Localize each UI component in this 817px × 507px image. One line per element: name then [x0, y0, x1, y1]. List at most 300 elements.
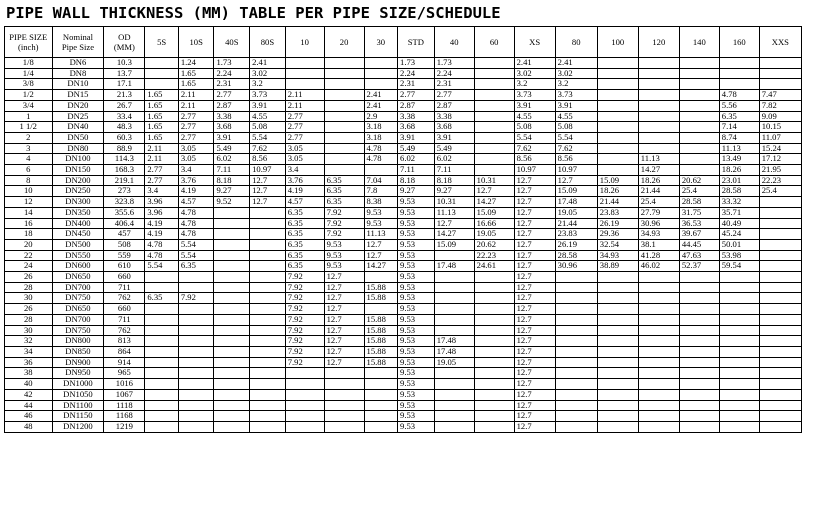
table-cell	[214, 368, 250, 379]
table-cell: 23.83	[597, 207, 638, 218]
table-cell	[145, 325, 178, 336]
table-cell	[474, 421, 514, 432]
table-cell	[250, 272, 286, 283]
table-cell	[250, 229, 286, 240]
table-cell: 114.3	[104, 154, 145, 165]
table-cell	[679, 293, 719, 304]
table-cell	[364, 411, 397, 422]
table-cell: 1	[5, 111, 53, 122]
table-cell: 15.88	[364, 357, 397, 368]
table-cell: 4.19	[145, 218, 178, 229]
table-cell: 28.58	[679, 197, 719, 208]
table-cell: 32.54	[597, 239, 638, 250]
table-cell: 22.23	[474, 250, 514, 261]
table-cell: 9.09	[759, 111, 801, 122]
table-cell: 16.66	[474, 218, 514, 229]
table-cell	[719, 304, 759, 315]
table-cell: DN8	[52, 68, 104, 79]
table-cell	[474, 304, 514, 315]
table-cell: 33.32	[719, 197, 759, 208]
column-header	[398, 27, 435, 58]
table-cell	[324, 132, 364, 143]
table-cell: 29.36	[597, 229, 638, 240]
table-cell	[474, 379, 514, 390]
table-cell: 26.19	[555, 239, 597, 250]
table-cell	[679, 304, 719, 315]
table-cell: 2.77	[145, 165, 178, 176]
table-cell	[434, 411, 474, 422]
table-cell: DN850	[52, 346, 104, 357]
column-header-line: 160	[732, 37, 746, 47]
table-cell	[719, 346, 759, 357]
table-cell: 1219	[104, 421, 145, 432]
table-cell: 3.73	[250, 90, 286, 101]
table-row	[5, 325, 802, 336]
table-cell: 21.44	[597, 197, 638, 208]
table-cell: 12.7	[324, 357, 364, 368]
pipe-thickness-table	[4, 26, 802, 433]
table-cell: 4.78	[145, 250, 178, 261]
table-cell: 3.91	[214, 132, 250, 143]
table-cell: 3.91	[555, 100, 597, 111]
table-cell	[474, 314, 514, 325]
table-cell: 3.4	[178, 165, 214, 176]
table-cell	[324, 68, 364, 79]
table-cell	[638, 100, 679, 111]
table-row	[5, 272, 802, 283]
table-cell: 10.3	[104, 58, 145, 69]
table-cell: 19.05	[434, 357, 474, 368]
table-cell	[250, 314, 286, 325]
table-cell: 4	[5, 154, 53, 165]
table-cell: 2.41	[514, 58, 555, 69]
table-cell: 8.74	[719, 132, 759, 143]
table-cell	[434, 368, 474, 379]
table-cell: 2.41	[364, 100, 397, 111]
table-cell	[474, 400, 514, 411]
table-cell	[679, 68, 719, 79]
table-cell	[638, 411, 679, 422]
table-cell: 3.76	[178, 175, 214, 186]
table-cell	[638, 293, 679, 304]
table-cell: 88.9	[104, 143, 145, 154]
table-cell: 18	[5, 229, 53, 240]
table-cell: 2.11	[285, 90, 324, 101]
table-cell	[638, 325, 679, 336]
table-cell	[214, 239, 250, 250]
table-cell	[555, 357, 597, 368]
table-cell	[434, 293, 474, 304]
table-cell	[679, 411, 719, 422]
table-cell: 355.6	[104, 207, 145, 218]
table-cell: 2.77	[398, 90, 435, 101]
table-cell	[145, 357, 178, 368]
table-cell: DN700	[52, 314, 104, 325]
table-cell	[214, 379, 250, 390]
table-cell: 12.7	[514, 368, 555, 379]
column-header-line: 80	[571, 37, 581, 47]
column-header	[759, 27, 801, 58]
table-cell: 1.73	[398, 58, 435, 69]
table-cell: 9.53	[398, 207, 435, 218]
table-cell: 8.56	[250, 154, 286, 165]
table-cell	[759, 389, 801, 400]
table-cell: 35.71	[719, 207, 759, 218]
table-cell	[214, 357, 250, 368]
table-cell: 17.1	[104, 79, 145, 90]
table-cell	[285, 400, 324, 411]
table-cell: 44.45	[679, 239, 719, 250]
table-cell: 3/4	[5, 100, 53, 111]
table-cell: 2.77	[214, 90, 250, 101]
table-cell: 15.09	[434, 239, 474, 250]
table-cell: 4.57	[285, 197, 324, 208]
table-cell	[597, 282, 638, 293]
table-cell: 12.7	[514, 272, 555, 283]
table-cell: 34.93	[597, 250, 638, 261]
table-cell: 18.26	[597, 186, 638, 197]
table-cell: DN650	[52, 304, 104, 315]
table-cell	[145, 58, 178, 69]
table-cell	[324, 389, 364, 400]
table-cell	[324, 90, 364, 101]
table-cell: 15.09	[597, 175, 638, 186]
table-row	[5, 122, 802, 133]
table-cell: 9.53	[398, 336, 435, 347]
table-cell	[597, 368, 638, 379]
table-cell	[759, 261, 801, 272]
table-cell	[638, 421, 679, 432]
table-cell: 3.2	[250, 79, 286, 90]
table-cell: 7.92	[324, 218, 364, 229]
table-cell	[145, 282, 178, 293]
column-header	[638, 27, 679, 58]
table-cell	[214, 314, 250, 325]
table-cell: DN1050	[52, 389, 104, 400]
table-cell: DN350	[52, 207, 104, 218]
table-cell: 3.02	[555, 68, 597, 79]
table-cell	[250, 400, 286, 411]
table-cell	[434, 250, 474, 261]
table-cell	[679, 58, 719, 69]
table-cell	[638, 111, 679, 122]
table-cell: 17.48	[434, 336, 474, 347]
table-cell	[759, 272, 801, 283]
table-cell	[214, 293, 250, 304]
table-cell: 7.62	[514, 143, 555, 154]
table-row	[5, 304, 802, 315]
table-row	[5, 58, 802, 69]
column-header-line: Nominal	[62, 32, 93, 42]
table-row	[5, 100, 802, 111]
table-cell	[679, 154, 719, 165]
table-cell	[178, 411, 214, 422]
table-cell: 5.54	[178, 239, 214, 250]
table-cell	[214, 261, 250, 272]
table-cell: 2.11	[285, 100, 324, 111]
table-cell: 2.87	[434, 100, 474, 111]
table-cell	[178, 368, 214, 379]
table-cell	[638, 379, 679, 390]
table-cell	[759, 239, 801, 250]
table-cell: 8.18	[434, 175, 474, 186]
table-cell: 12.7	[514, 325, 555, 336]
table-cell: 3.05	[285, 143, 324, 154]
table-cell: 3.38	[214, 111, 250, 122]
table-cell: 3.05	[178, 143, 214, 154]
table-cell: 9.53	[398, 272, 435, 283]
table-cell	[679, 357, 719, 368]
table-cell: 2.24	[398, 68, 435, 79]
table-cell: 5.56	[719, 100, 759, 111]
table-cell: 22	[5, 250, 53, 261]
table-cell: 9.53	[398, 368, 435, 379]
table-cell: 46	[5, 411, 53, 422]
table-cell	[759, 250, 801, 261]
table-cell: 12.7	[324, 272, 364, 283]
table-cell	[364, 68, 397, 79]
table-cell: 3.91	[398, 132, 435, 143]
table-cell: 7.04	[364, 175, 397, 186]
table-cell: 508	[104, 239, 145, 250]
table-title: PIPE WALL THICKNESS (MM) TABLE PER PIPE SIZE/SCHEDULE	[6, 4, 501, 22]
table-cell	[214, 218, 250, 229]
table-cell: 15.88	[364, 293, 397, 304]
table-cell	[434, 379, 474, 390]
table-cell	[474, 79, 514, 90]
table-cell: 12	[5, 197, 53, 208]
table-cell	[719, 421, 759, 432]
table-cell: DN25	[52, 111, 104, 122]
table-cell: 2.77	[285, 132, 324, 143]
table-cell: 8.18	[214, 175, 250, 186]
table-cell: DN950	[52, 368, 104, 379]
table-body	[5, 58, 802, 433]
table-cell	[364, 58, 397, 69]
table-cell	[759, 368, 801, 379]
table-cell: 12.7	[555, 175, 597, 186]
column-header	[214, 27, 250, 58]
table-cell	[759, 218, 801, 229]
table-cell: 2.77	[178, 132, 214, 143]
table-cell: DN1000	[52, 379, 104, 390]
table-cell	[719, 68, 759, 79]
table-cell: 6.02	[434, 154, 474, 165]
table-cell: 1067	[104, 389, 145, 400]
table-cell	[474, 165, 514, 176]
table-cell	[324, 143, 364, 154]
table-cell: 7.62	[555, 143, 597, 154]
table-cell: 2.31	[398, 79, 435, 90]
table-cell: 11.13	[364, 229, 397, 240]
table-cell: 5.54	[250, 132, 286, 143]
table-cell: 9.53	[398, 357, 435, 368]
table-cell	[145, 411, 178, 422]
table-cell: 4.19	[285, 186, 324, 197]
table-cell	[597, 272, 638, 283]
column-header-line: STD	[407, 37, 424, 47]
table-cell	[214, 411, 250, 422]
table-cell: 10.31	[474, 175, 514, 186]
table-cell	[214, 346, 250, 357]
table-cell	[759, 346, 801, 357]
table-cell: DN1100	[52, 400, 104, 411]
table-cell: 12.7	[514, 304, 555, 315]
table-cell: 15.88	[364, 314, 397, 325]
table-cell	[555, 379, 597, 390]
table-cell: DN800	[52, 336, 104, 347]
table-cell: 2.77	[434, 90, 474, 101]
table-cell: 11.07	[759, 132, 801, 143]
table-cell	[597, 357, 638, 368]
table-cell	[759, 421, 801, 432]
table-cell	[145, 400, 178, 411]
column-header	[679, 27, 719, 58]
table-cell: 7.11	[214, 165, 250, 176]
table-cell: 17.48	[434, 346, 474, 357]
table-cell: 8.56	[514, 154, 555, 165]
column-header-line: 20	[339, 37, 349, 47]
table-cell: 6.35	[285, 239, 324, 250]
table-cell	[597, 304, 638, 315]
table-cell: 12.7	[514, 250, 555, 261]
table-cell	[364, 79, 397, 90]
table-cell: 52.37	[679, 261, 719, 272]
table-cell: 11.13	[638, 154, 679, 165]
table-cell	[759, 314, 801, 325]
table-cell	[597, 325, 638, 336]
table-cell	[250, 304, 286, 315]
table-cell	[679, 389, 719, 400]
table-cell: 36	[5, 357, 53, 368]
table-cell	[434, 400, 474, 411]
table-cell: DN650	[52, 272, 104, 283]
table-cell	[434, 314, 474, 325]
table-cell: 9.53	[398, 239, 435, 250]
column-header	[514, 27, 555, 58]
table-cell: 7.11	[398, 165, 435, 176]
table-cell: 3.91	[514, 100, 555, 111]
table-cell: 9.53	[324, 239, 364, 250]
table-cell: 3.73	[555, 90, 597, 101]
table-cell: DN750	[52, 293, 104, 304]
table-row	[5, 346, 802, 357]
table-cell	[434, 272, 474, 283]
table-cell: 21.95	[759, 165, 801, 176]
table-cell	[178, 325, 214, 336]
table-cell: 28	[5, 282, 53, 293]
table-cell: 5.54	[555, 132, 597, 143]
table-cell: 6.02	[398, 154, 435, 165]
table-cell: 9.53	[398, 411, 435, 422]
table-cell: 9.53	[364, 207, 397, 218]
table-cell: 12.7	[514, 421, 555, 432]
table-cell	[474, 111, 514, 122]
table-cell	[250, 293, 286, 304]
table-cell: 2.87	[398, 100, 435, 111]
table-cell: 24.61	[474, 261, 514, 272]
table-cell: 25.4	[638, 197, 679, 208]
table-cell	[474, 100, 514, 111]
table-cell	[474, 389, 514, 400]
table-cell: 914	[104, 357, 145, 368]
table-cell	[324, 154, 364, 165]
table-cell: 12.7	[514, 314, 555, 325]
table-cell: 9.53	[398, 261, 435, 272]
table-cell: 9.53	[398, 379, 435, 390]
table-row	[5, 154, 802, 165]
table-cell	[364, 421, 397, 432]
table-cell: 20	[5, 239, 53, 250]
table-cell: 9.53	[398, 218, 435, 229]
column-header-line: 10S	[189, 37, 203, 47]
table-cell	[250, 336, 286, 347]
table-cell: 1/4	[5, 68, 53, 79]
table-cell: 2.41	[364, 90, 397, 101]
table-cell: 59.54	[719, 261, 759, 272]
table-cell	[638, 389, 679, 400]
table-cell	[324, 79, 364, 90]
table-cell	[474, 68, 514, 79]
table-cell	[178, 389, 214, 400]
table-cell: 30.96	[555, 261, 597, 272]
table-cell	[759, 68, 801, 79]
table-cell: 1.65	[145, 100, 178, 111]
table-cell: 7.92	[324, 207, 364, 218]
table-cell	[145, 314, 178, 325]
table-cell: 19.05	[474, 229, 514, 240]
table-cell: 8	[5, 175, 53, 186]
table-cell: 12.7	[324, 325, 364, 336]
table-cell: 19.05	[555, 207, 597, 218]
table-cell: 17.48	[555, 197, 597, 208]
table-cell: 14.27	[474, 197, 514, 208]
table-cell	[719, 293, 759, 304]
table-cell: 7.11	[434, 165, 474, 176]
table-cell: 4.55	[250, 111, 286, 122]
table-cell: 7.92	[285, 282, 324, 293]
table-cell: 12.7	[514, 379, 555, 390]
table-cell: 4.78	[178, 229, 214, 240]
column-header-line: Pipe Size	[61, 42, 95, 52]
table-cell: 28.58	[719, 186, 759, 197]
table-cell	[285, 421, 324, 432]
table-cell: 12.7	[250, 197, 286, 208]
table-cell: 6.35	[324, 197, 364, 208]
table-cell	[214, 389, 250, 400]
table-cell	[555, 314, 597, 325]
table-cell	[597, 68, 638, 79]
table-cell: DN100	[52, 154, 104, 165]
table-cell: 12.7	[514, 218, 555, 229]
table-cell	[178, 346, 214, 357]
table-cell: 1/8	[5, 58, 53, 69]
table-cell	[214, 282, 250, 293]
table-cell: 38.89	[597, 261, 638, 272]
table-cell	[250, 411, 286, 422]
table-cell	[555, 400, 597, 411]
table-cell: 1 1/2	[5, 122, 53, 133]
table-cell: 1/2	[5, 90, 53, 101]
table-row	[5, 90, 802, 101]
table-cell: 14.27	[434, 229, 474, 240]
table-cell	[145, 346, 178, 357]
table-cell: 2.24	[214, 68, 250, 79]
table-cell	[364, 368, 397, 379]
table-cell: 2.77	[285, 111, 324, 122]
column-header-line: (MM)	[113, 42, 135, 52]
table-cell: 9.53	[398, 197, 435, 208]
